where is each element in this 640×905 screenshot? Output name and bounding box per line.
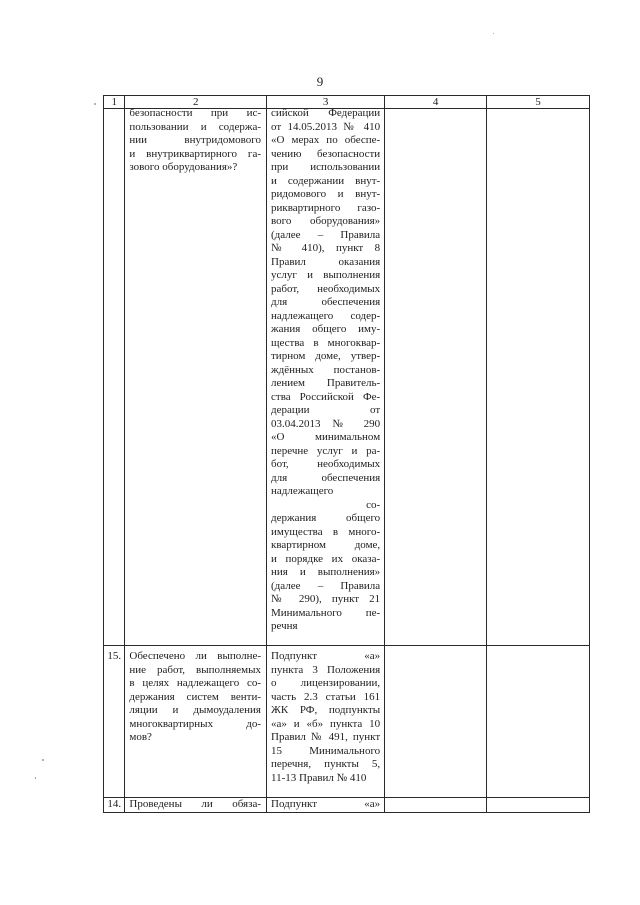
text-line: и порядке их оказа-: [271, 552, 381, 565]
result-cell: [385, 798, 487, 813]
text-line: жания общего иму-: [271, 323, 381, 335]
text-line: при использовании: [271, 161, 381, 173]
text-line: «О мерах по обеспе-: [271, 134, 381, 146]
text-line: бот, необходимых: [271, 458, 381, 470]
column-header-4: 4: [385, 96, 487, 109]
text-line: зового оборудования»?: [129, 161, 238, 173]
text-line: Подпункт «а»: [271, 798, 381, 810]
text-line: 03.04.2013 № 290: [271, 417, 381, 430]
text-line: щества в многоквар-: [271, 336, 381, 349]
text-line: ждённых постанов-: [271, 363, 381, 376]
row-number-cell: 14.: [104, 798, 125, 813]
text-line: чению безопасности: [271, 147, 381, 160]
text-line: имущества в много-: [271, 525, 381, 538]
text-line: и содержании внут-: [271, 174, 381, 187]
question-cell: [125, 109, 267, 646]
text-line: нии внутридомового: [129, 134, 261, 146]
text-line: Подпункт «а»: [271, 650, 381, 662]
note-cell: [487, 646, 590, 798]
text-line: держания систем венти-: [129, 690, 261, 703]
result-cell: [385, 109, 487, 646]
text-line: дерации от: [271, 404, 381, 416]
note-cell: [487, 798, 590, 813]
text-line: пользовании и содержа-: [129, 120, 261, 133]
column-header-5: 5: [487, 96, 590, 109]
text-line: Правил № 491, пункт: [271, 731, 381, 743]
scan-speck: [35, 777, 36, 779]
text-line: ляции и дымоудаления: [129, 704, 261, 716]
text-line: надлежащего содер-: [271, 309, 381, 322]
column-header-2: 2: [125, 96, 267, 109]
column-header-1: 1: [104, 96, 125, 109]
text-line: (далее – Правила: [271, 579, 381, 592]
text-line: лением Правитель-: [271, 377, 381, 389]
text-line: от 14.05.2013 № 410: [271, 120, 381, 133]
text-line: часть 2.3 статьи 161: [271, 690, 381, 703]
text-line: Минимального пе-: [271, 606, 381, 619]
legal-basis-cell: [267, 646, 385, 798]
column-header-3: 3: [267, 96, 385, 109]
scan-speck: [493, 33, 494, 34]
text-line: пункта 3 Положения: [271, 663, 381, 676]
row-number-cell: 15.: [104, 646, 125, 798]
page-number: 9: [316, 74, 324, 89]
legal-basis-cell: [267, 109, 385, 646]
text-line: риквартирного газо-: [271, 201, 381, 214]
text-line: тирном доме, утвер-: [271, 350, 381, 362]
text-line: 11-13 Правил № 410: [271, 771, 367, 784]
text-line: квартирном доме,: [271, 539, 381, 551]
text-line: надлежащего: [271, 485, 334, 497]
text-line: 15 Минимального: [271, 744, 381, 757]
text-line: для обеспечения: [271, 296, 381, 308]
text-line: в целях надлежащего со-: [129, 677, 261, 689]
table-row: [104, 646, 590, 798]
text-line: «О минимальном: [271, 431, 381, 443]
text-line: безопасности при ис-: [129, 107, 261, 119]
table-row: [104, 798, 590, 813]
text-line: держания общего: [271, 512, 381, 524]
scan-speck: [94, 103, 96, 105]
text-line: ридомового и внут-: [271, 188, 381, 200]
text-line: Правил оказания: [271, 255, 381, 268]
text-line: вого оборудования»: [271, 215, 381, 227]
text-line: сийской Федерации: [271, 107, 381, 119]
question-cell: [125, 798, 267, 813]
text-line: № 410), пункт 8: [271, 242, 381, 254]
text-line: мов?: [129, 731, 152, 743]
text-line: о лицензировании,: [271, 677, 381, 689]
table-row: [104, 109, 590, 646]
text-line: перечня, пункты 5,: [271, 758, 381, 770]
text-line: перечне услуг и ра-: [271, 444, 381, 457]
question-cell: [125, 646, 267, 798]
text-line: Обеспечено ли выполне-: [129, 650, 261, 662]
text-line: № 290), пункт 21: [271, 593, 381, 605]
inspection-table: [103, 95, 590, 813]
text-line: услуг и выполнения: [271, 269, 381, 281]
text-line: многоквартирных до-: [129, 717, 261, 730]
text-line: со-: [366, 498, 381, 511]
text-line: (далее – Правила: [271, 228, 381, 241]
text-line: ния и выполнения»: [271, 566, 381, 578]
text-line: «а» и «б» пункта 10: [271, 717, 381, 730]
legal-basis-cell: [267, 798, 385, 813]
note-cell: [487, 109, 590, 646]
text-line: и внутриквартирного га-: [129, 147, 261, 160]
text-line: для обеспечения: [271, 471, 381, 484]
text-line: речня: [271, 620, 298, 632]
text-line: работ, необходимых: [271, 282, 381, 295]
text-line: Проведены ли обяза-: [129, 798, 261, 810]
row-number-cell: [104, 109, 125, 646]
text-line: ства Российской Фе-: [271, 390, 381, 403]
text-line: ЖК РФ, подпункты: [271, 704, 381, 716]
result-cell: [385, 646, 487, 798]
text-line: ние работ, выполняемых: [129, 663, 261, 676]
scan-speck: [42, 759, 44, 761]
